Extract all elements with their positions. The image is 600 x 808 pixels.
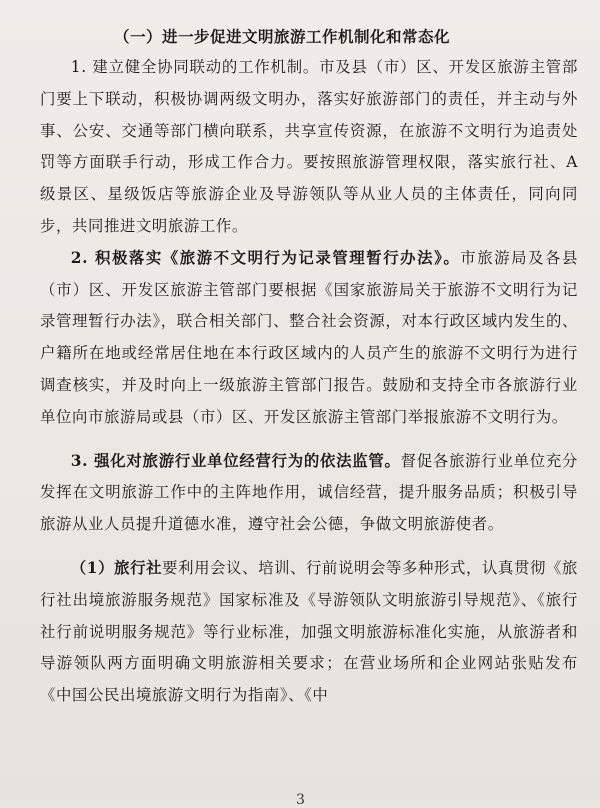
paragraph-1-lead: 1. 建立健全协同联动的工作机制。 (70, 58, 320, 76)
paragraph-4-lead: （1）旅行社 (70, 558, 163, 577)
page-number: 3 (296, 792, 305, 808)
paragraph-4 (40, 553, 578, 712)
paragraph-2 (40, 243, 578, 434)
paragraph-3-text: 督促各旅游行业单位充分发挥在文明旅游工作中的主阵地作用，诚信经营，提升服务品质；积极引导旅游从业人员提升道德水准，遵守社会公德，争做文明旅游使者。 (40, 451, 578, 534)
paragraph-1-text: 市及县（市）区、开发区旅游主管部门要上下联动，积极协调两级文明办，落实好旅游部门的责任，并主动与外事、公安、交通等部门横向联系，共享宣传资源，在旅游不文明行为追责处罚等方面联手行动，形成工作合力。要按照旅游管理权限，落实旅行社、A 级景区、星级饭店等旅游企业及导游领队等从业人员的主体责任，同向同步，共同推进文明旅游工作。 (40, 58, 578, 235)
paragraph-3 (40, 446, 578, 541)
paragraph-2-lead: 2. 积极落实《旅游不文明行为记录管理暂行办法》。 (70, 248, 461, 267)
paragraph-1 (40, 52, 578, 243)
paragraph-3-lead: 3. 强化对旅游行业单位经营行为的依法监管。 (70, 451, 401, 470)
paragraph-2-text: 市旅游局及各县（市）区、开发区旅游主管部门要根据《国家旅游局关于旅游不文明行为记录管理暂行办法》，联合相关部门、整合社会资源，对本行政区域内发生的、户籍所在地或经常居住地在本行政区域内的人员产生的旅游不文明行为进行调查核实，并及时向上一级旅游主管部门报告。鼓励和支持全市各旅游行业单位向市旅游局或县（市）区、开发区旅游主管部门举报旅游不文明行为。 (40, 248, 578, 426)
section-heading: （一）进一步促进文明旅游工作机制化和常态化 (114, 27, 451, 46)
paragraph-4-text: 要利用会议、培训、行前说明会等多种形式，认真贯彻《旅行社出境旅游服务规范》国家标准及《导游领队文明旅游引导规范》、《旅行社行前说明服务规范》等行业标准，加强文明旅游标准化实施，从旅游者和导游领队两方面明确文明旅游相关要求；在营业场所和企业网站张贴发布《中国公民出境旅游文明行为指南》、《中 (40, 558, 578, 705)
